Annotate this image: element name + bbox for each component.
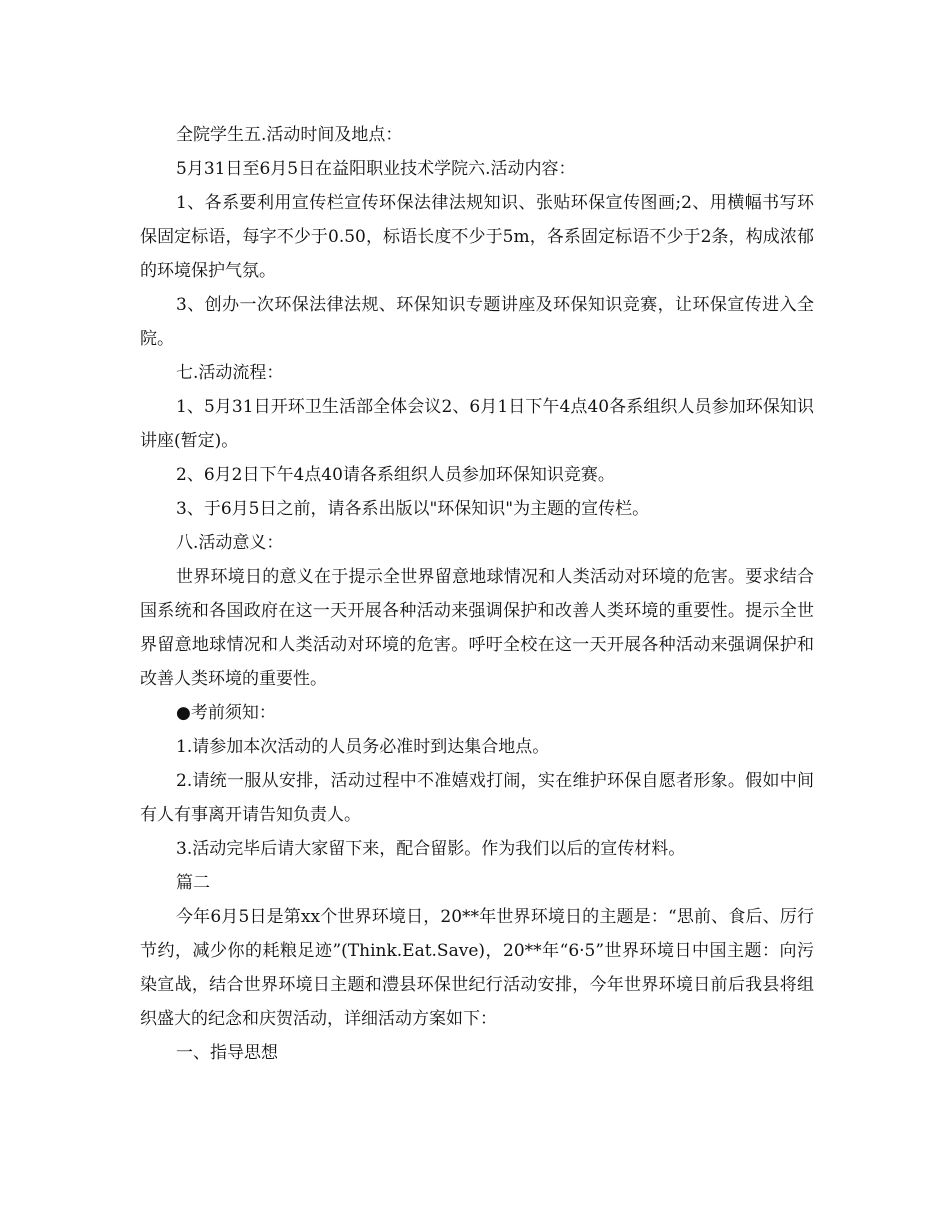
- paragraph-note-3: 3.活动完毕后请大家留下来，配合留影。作为我们以后的宣传材料。: [176, 839, 686, 859]
- paragraph-time-place: 5月31日至6月5日在益阳职业技术学院六.活动内容：: [176, 159, 576, 179]
- paragraph-note-1: 1.请参加本次活动的人员务必准时到达集合地点。: [176, 737, 550, 757]
- paragraph-process-3: 3、于6月5日之前，请各系出版以"环保知识"为主题的宣传栏。: [176, 499, 650, 519]
- paragraph-content-1-2: 1、各系要利用宣传栏宣传环保法律法规知识、张贴环保宣传图画;2、用横幅书写环保固定标语，每字不少于0.50，标语长度不少于5m，各系固定标语不少于2条，构成浓郁的环境保护气氛。: [140, 193, 814, 281]
- paragraph-part-two-intro: 今年6月5日是第xx个世界环境日，20**年世界环境日的主题是：“思前、食后、厉行节约，减少你的耗粮足迹”(Think.Eat.Save)，20**年“6·5”世界环境日中国主题：向污染宣战，结合世界环境日主题和澧县环保世纪行活动安排，今年世界环境日前后我县将组织盛大的纪念和庆贺活动，详细活动方案如下：: [140, 907, 814, 1029]
- section-heading-significance: 八.活动意义：: [176, 533, 284, 553]
- paragraph-note-2: 2.请统一服从安排，活动过程中不准嬉戏打闹，实在维护环保自愿者形象。假如中间有人有事离开请告知负责人。: [140, 771, 814, 825]
- section-heading-process: 七.活动流程：: [176, 363, 284, 383]
- paragraph-process-1: 1、5月31日开环卫生活部全体会议2、6月1日下午4点40各系组织人员参加环保知识讲座(暂定)。: [140, 397, 814, 451]
- section-heading-guiding-thought: 一、指导思想: [176, 1043, 278, 1063]
- paragraph-content-3: 3、创办一次环保法律法规、环保知识专题讲座及环保知识竞赛，让环保宣传进入全院。: [140, 295, 814, 349]
- paragraph-process-2: 2、6月2日下午4点40请各系组织人员参加环保知识竞赛。: [176, 465, 615, 485]
- paragraph-significance: 世界环境日的意义在于提示全世界留意地球情况和人类活动对环境的危害。要求结合国系统和各国政府在这一天开展各种活动来强调保护和改善人类环境的重要性。提示全世界留意地球情况和人类活动对环境的危害。呼吁全校在这一天开展各种活动来强调保护和改善人类环境的重要性。: [140, 567, 814, 689]
- section-heading-part-two: 篇二: [176, 873, 210, 893]
- document-body: [140, 118, 814, 1070]
- section-heading-notes: ●考前须知：: [176, 703, 276, 723]
- paragraph-audience: 全院学生五.活动时间及地点：: [176, 125, 403, 145]
